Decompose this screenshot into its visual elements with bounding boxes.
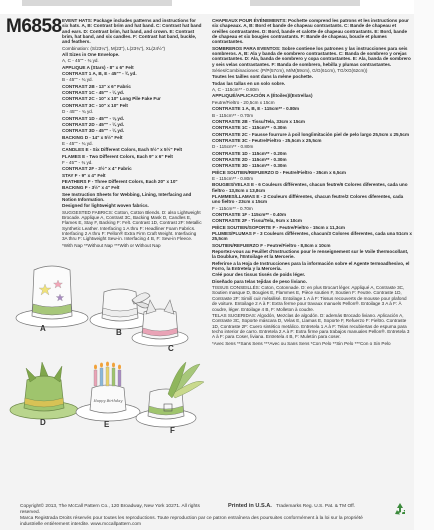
- instruction-line: All Sizes in One Envelope.: [62, 52, 120, 58]
- instruction-line: B - 45"" - ¾ yd.: [62, 77, 93, 83]
- instruction-line: CONTRAST 1D - 45"" - ⅛ yd.: [62, 115, 125, 121]
- instruction-line: BOUGIES/VELAS E - 6 Couleurs différentes, chacun feutre/6 Colores diferentes, cada uno fieltro - 13,8cm x 13,8cm: [212, 182, 408, 193]
- instruction-line: E - 115cm** - 0.80m: [212, 175, 254, 181]
- printed-in-text: Printed in U.S.A.: [228, 503, 272, 509]
- instruction-line: CONTRASTE 3C - Feutre/Fieltro - 25,5cm x 25,5cm: [212, 137, 322, 143]
- cake-text: Happy Birthday: [93, 399, 123, 403]
- french-spanish-instructions-column: [212, 18, 412, 347]
- trademark-text: Trademarks Reg. U.S. Pat. & TM Off.: [276, 504, 356, 509]
- instruction-line: PIÈCE SOUTIEN/REFUERZO D - Feutre/Fieltro - 35cm x 6,5cm: [212, 169, 347, 175]
- instruction-line: CONTRASTE 1 A, B, E - 115cm** - 0.80m: [212, 106, 300, 112]
- instruction-line: CONTRASTE 2D - 115cm** - 0.30m: [212, 156, 287, 162]
- instruction-line: CONTRAST 3D - 45"" - ¼ yd.: [62, 128, 125, 134]
- instruction-line: F - 45"" - ¾ yd.: [62, 159, 93, 165]
- footer: [0, 496, 434, 530]
- instruction-line: EVENT HATS: Package includes patterns and instructions for six hats. A, B: Contrast brim and hat band. C: Contrast hat band and ears. D: Contrast brim, hat band, and crown. E: Contrast brim, hat band, and six candles. F: Contrast hat band, buckle, and feathers.: [62, 18, 202, 45]
- instruction-line: CANDLES E - Six Different Colors, Each 5½" x 5½" Felt: [62, 147, 182, 153]
- instruction-line: Referirse a la Hoja de Instrucciones para la información sobre el Agente termoadhesivo, el Forro, la Entretela y la Mercería.: [212, 260, 410, 272]
- instruction-line: BACKING D - 14" x 5½" Felt: [62, 134, 123, 140]
- instruction-line: Diseñado para telas tejidas de peso liviano.: [212, 278, 307, 284]
- hat-label-c: C: [168, 344, 174, 353]
- hat-b-illustration: [90, 289, 150, 329]
- instruction-line: CONTRAST 2F - 3½" x 4" Fabric: [62, 166, 132, 172]
- instruction-line: SUGGESTED FABRICS: Cotton, Cotton Blends. D: also Lightweight Brocade. Applique A, Contrast 3C, Backing Mask D, Candles E, Flames E, Stay F, Backing F: Felt. Contrast 1D, Contrast 2F: Metallic Synthetic Leather. Interfacing 1 A thru F: Headliner Foam Fabrics. Interfacing 2 A thru F: Pellon® Extra Firm Craft Weight. Interfacing 3A thru F: Lightweight Sew-in. Interfacing 4 B, F: Sew-in Fleece.: [62, 209, 202, 242]
- hat-label-e: E: [104, 420, 110, 429]
- instruction-line: TELAS SUGERIDAS: Algodón, Mezclas de algodón. D: además Brocado liviano. Aplicación A, Contraste 3C, Soporte máscara D, Velas E, Llamas E, Soporte F, Refuerzo F: Fieltro. Contraste 1D, Contraste 2F: Cuero sintético metálico. Entretela 1 A à F: Telas recubiertas de espuma para techo interior de carro. Entretela 2 A à F: Extra firme para trabajos manuales Pellon®. Entretela 3 A à F: para Coser, liviana. Entretela 4 B, F: Muletón para coser.: [212, 312, 410, 340]
- pattern-number: M6858: [6, 16, 62, 37]
- instruction-line: PIÈCE SOUTIEN/SOPORTE F - Feutre/Fieltro - 15cm x 11,3cm: [212, 224, 346, 230]
- instruction-line: CONTRAST 2C - 10" x 10" Long Pile Fake Fur: [62, 96, 161, 102]
- instruction-line: Combination: (S/23¼"), M(23"), L(23¾"), XL(24½"): [62, 45, 166, 51]
- instruction-line: SOMBREROS PARA EVENTOS: Sobre contiene los patrones y las instrucciones para seis sombreros. A, B: Ala y banda de sombrero contrastantes. C: Banda de sombrero y orejas contrastantes. D: Ala, banda de sombrero y copa contrastantes. E: Ala, banda de sombrero y seis velas contrastantes. F: Banda de sombrero, hebilla y plumas contrastantes.: [212, 45, 411, 67]
- instruction-line: APPLIQUE A (Stars) - 8" x 6" Felt: [62, 64, 134, 70]
- instruction-line: CONTRASTE 1F - 115cm** - 0.40m: [212, 212, 287, 217]
- right-margin: [414, 0, 434, 530]
- instruction-line: D - 45"" - ¾ yd.: [62, 109, 94, 115]
- instruction-line: CHAPEAUX POUR ÉVÉNEMENTS: Pochette comprend les patrons et les instructions pour six chapeaux. A, B: Bord et bande de chapeau contrastants. C: Bande de chapeau et oreilles contrastantes. D: Bord, bande et calotte de chapeau contrastants. E: Bord, bande de chapeau et six bougies contrastants. F: Bande de chapeau, boucle et plumes contrastantes.: [212, 18, 409, 45]
- instruction-line: CONTRASTE 2B - Tissu/Tela, 33cm x 15cm: [212, 118, 306, 124]
- instruction-line: FLAMMES/LLAMAS E - 2 Couleurs différentes, chacun feutre/2 Colores diferentes, cada uno fieltro - 23cm x 15cm: [212, 193, 404, 205]
- rights-text: Marca Registrada Droits réservés pour toutes les reproductions. Toute reproduction par ce patron entraînera des poursuites conformément à la loi sur la propriété industrielle entièrement interdite. www.mccallpattern.com: [20, 516, 363, 527]
- instruction-line: F - 115cm** - 0.70m: [212, 205, 253, 211]
- instruction-line: FEATHERS F - Three Different Colors, Each 20" x 10": [62, 178, 178, 184]
- instruction-line: Séries/Combinaciones: (P/P(57cm), M/M(59cm), G/G(61cm), TG/XG(62cm)): [212, 68, 368, 74]
- instruction-line: Designed for lightweight woven fabrics.: [62, 203, 149, 209]
- instruction-line: PLUMES/PLUMAS F - 3 Couleurs différentes, chacun/3 Colores diferentes, cada una 51cm x 25,5cm: [212, 231, 412, 242]
- recycle-icon: [392, 501, 408, 517]
- hat-e-illustration: [76, 362, 140, 421]
- instruction-line: BACKING F - 3½" x 4" Felt: [62, 185, 120, 191]
- instruction-line: CONTRASTE 1D - 115cm** - 0.20m: [212, 150, 287, 156]
- instruction-line: STAY F - 9" x 4" Felt: [62, 172, 106, 178]
- instruction-line: *With Nap **Without Nap ***With or Without Nap: [62, 242, 161, 248]
- hat-label-b: B: [116, 328, 122, 337]
- instruction-line: SOUTIEN/REFUERZO F - Feutre/Fieltro - 8,8cm x 10cm: [212, 242, 331, 248]
- instruction-line: CONTRAST 1C - 45"" - ¼ yd.: [62, 90, 125, 96]
- instruction-line: B - 115cm** - 0.70m: [212, 112, 254, 118]
- instruction-line: D - 115cm** - 0.80m: [212, 144, 254, 150]
- instruction-line: E - 45"" - ¾ yd.: [62, 140, 93, 146]
- instruction-line: A, C - 115cm** - 0.80m: [212, 87, 259, 93]
- hat-a-illustration: [16, 266, 88, 327]
- instruction-line: TISSUS CONSEILLÉS: Coton, Cotonnade. D: en plus Brocart léger. Appliqué A, Contraste 3C, Soutien masque D, Bougies E, Flammes E, Pièce soutien F, Soutien F: Feutre. Contraste 1D, Contraste 2F: Similí cuir métallisé. Entoilage 1 A à F: Tissus recouverts de mousse pour plafond de voiture. Entoilage 2 A à F: Extra ferme pour travaux manuels Pellon®. Entoilage 3 A à F: À coudre, léger. Entoilage 4 B, F: Molleton à coudre.: [212, 285, 407, 312]
- instruction-line: CONTRAST 2B - 13" x 6" Fabric: [62, 83, 131, 89]
- instruction-line: Reportez-vous au Feuillet d'Instructions pour le renseignement sur le Voile thermocollant, la Doublure, l'Entoilage et la Mercerie.: [212, 249, 409, 260]
- instruction-line: CONTRASTE 3D - 115cm** - 0.30m: [212, 163, 287, 169]
- hat-f-illustration: [136, 362, 204, 427]
- instruction-line: Créé pour des tissus tissés de poids léger.: [212, 272, 306, 278]
- instruction-line: CONTRASTE 2C - Fausse fourrure à poil long/imitación piel de pelo largo 25,5cm x 25,5cm: [212, 131, 410, 137]
- instruction-line: *Avec Sens **Sans Sens ***Avec ou Sans Sens *Con Pelo **Sin Pelo ***Con o Sin Pelo: [212, 340, 391, 346]
- instruction-line: CONTRAST 3C - 10" x 10" Felt: [62, 102, 128, 108]
- instruction-line: CONTRASTE 2F - Tissu/Tela, 9cm x 10cm: [212, 218, 302, 224]
- instruction-line: Toutes les tailles sont dans la même pochette.: [212, 74, 314, 80]
- instruction-line: CONTRASTE 1C - 115cm** - 0.30m: [212, 125, 287, 131]
- hat-label-a: A: [40, 324, 46, 333]
- instruction-line: CONTRAST 1 A, B, E - 45"" - ¾ yd.: [62, 71, 137, 77]
- instruction-line: Todas las tallas en un solo sobre.: [212, 80, 286, 86]
- instruction-line: A, C - 45"" - ¾ yd.: [62, 58, 99, 64]
- header-bar-right: [250, 0, 360, 6]
- instruction-line: See Instruction Sheets for Webbing, Lining, Interfacing and Notion Information.: [62, 191, 192, 202]
- hat-label-f: F: [170, 426, 175, 435]
- hat-d-illustration: [10, 362, 78, 419]
- hat-illustrations: [0, 0, 210, 530]
- instruction-line: APPLIQUÉ/APLICACIÓN A (Étoiles)/(Estrellas): [212, 93, 313, 99]
- instruction-line: Feutre/Fieltro - 20,5cm x 15cm: [212, 99, 275, 105]
- hat-label-d: D: [40, 418, 46, 427]
- copyright-text: Copyright© 2013, The McCall Pattern Co., 120 Broadway, New York 10271. All rights reserved.: [20, 504, 200, 515]
- instruction-line: CONTRAST 2D - 45"" - ¼ yd.: [62, 121, 125, 127]
- instruction-line: FLAMES E - Two Different Colors, Each 9" x 6" Felt: [62, 153, 173, 159]
